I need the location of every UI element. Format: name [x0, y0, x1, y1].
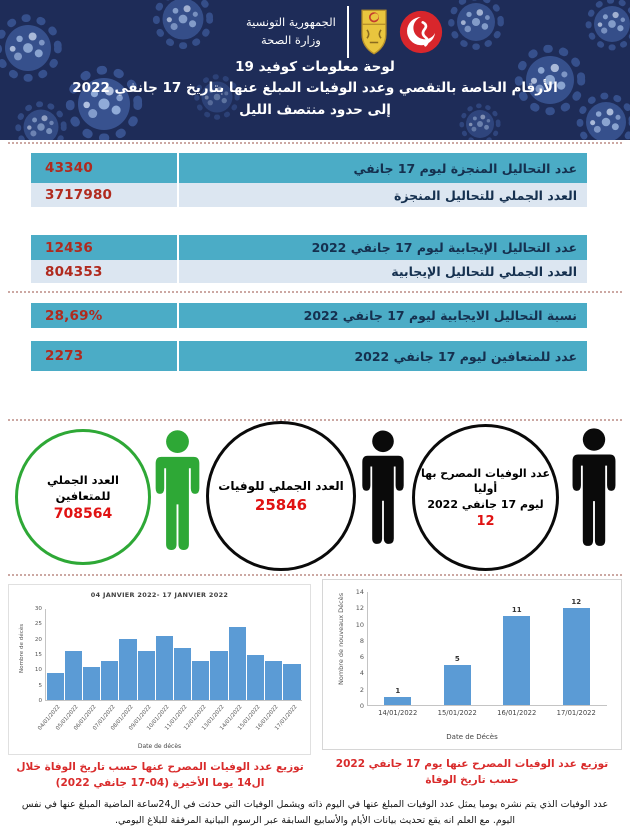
virus-icon: [142, 0, 224, 60]
stat-label: عدد التحاليل المنجزة ليوم 17 جانفي: [353, 160, 577, 176]
bars: [46, 609, 301, 700]
ministry-name-text: [246, 14, 336, 50]
x-tick-label: 13/01/2022: [200, 704, 226, 732]
bar-slot: [547, 592, 607, 705]
x-tick-label: 12/01/2022: [182, 704, 208, 732]
y-tick-label: 25: [34, 621, 42, 628]
stat-value: 2273: [45, 348, 84, 364]
y-tick-label: 4: [359, 669, 364, 678]
bar-value-label: 12: [571, 598, 582, 607]
stat-row-recovered-today: [31, 341, 587, 371]
x-tick-label: 17/01/2022: [556, 709, 596, 717]
bar: [563, 608, 590, 705]
deaths-by-date-histogram: [8, 584, 311, 755]
bar: [192, 661, 209, 700]
circle-label: ليوم 17 جانفي 2022: [427, 497, 544, 511]
bar-slot: [192, 609, 210, 700]
x-labels: [36, 702, 301, 740]
bar-slot: [101, 609, 119, 700]
x-tick-label: 07/01/2022: [91, 704, 117, 732]
y-tick-label: 14: [355, 588, 364, 596]
stat-row-positive-today: [31, 235, 587, 260]
bar-slot: [64, 609, 82, 700]
y-axis: [349, 588, 364, 710]
x-tick-label: 14/01/2022: [378, 709, 418, 717]
divider: [8, 574, 622, 576]
divider: [8, 291, 622, 293]
x-tick-label: 15/01/2022: [237, 704, 262, 732]
chart-title: 04 JANVIER 2022- 17 JANVIER 2022: [90, 591, 229, 599]
y-tick-label: 8: [359, 636, 364, 645]
bar-slot: [368, 592, 428, 705]
circle-label: عدد الوفيات المصرح بها: [420, 466, 551, 480]
bar-slot: [137, 609, 155, 700]
circle-value: 25846: [254, 496, 308, 515]
stat-row-tests-done-today: [31, 153, 587, 183]
stat-row-tests-total: [31, 183, 587, 207]
ministry-of-health-logo-icon: [399, 10, 443, 54]
y-axis-title: Nombre de décès: [19, 623, 25, 673]
divider: [347, 6, 349, 58]
virus-icon: [576, 0, 630, 60]
bar: [247, 655, 264, 701]
stat-value: 3717980: [45, 187, 113, 203]
y-axis-title: Nombre de nouveaux Décès: [337, 592, 345, 685]
circle-label: العدد الجملي للمتعافين: [47, 472, 119, 503]
bar: [119, 639, 136, 700]
bar-slot: [265, 609, 283, 700]
footer-note: عدد الوفيات الذي يتم نشره يوميا يمثل عدد الوفيات المبلغ عنها في اليوم ذاته ويشمل الوفيات التي حدثت في ال24ساعة الماضية المبلغ عنها في نفس اليوم. مع العلم انه يقع تحديث بيانات الأيام والأسابيع السابقة عبر الرسوم البيانية المرفقة للبلاغ اليومي.: [21, 799, 609, 827]
stat-label: العدد الجملي للتحاليل المنجزة: [393, 187, 577, 203]
ministry-name-line2: وزارة الصحة: [261, 33, 321, 47]
dashboard-subtitle: الأرقام الخاصة بالتقصي وعدد الوفيات المبلغ عنها بتاريخ 17 جانفي 2022: [72, 80, 558, 96]
bar-slot: [210, 609, 228, 700]
bar: [174, 648, 191, 700]
bar: [503, 616, 530, 705]
government-identity-block: [246, 6, 443, 58]
stat-row-positivity-rate: [31, 303, 587, 328]
person-icon: [356, 424, 410, 558]
bar: [210, 651, 227, 700]
y-tick-label: 5: [38, 682, 42, 689]
left-chart-caption: توزيع عدد الوفيات المصرح عنها حسب تاريخ الوفاة خلال ال14 يوما الأخيرة (04-17 جانفي 2022): [16, 761, 304, 789]
x-tick-label: 15/01/2022: [437, 709, 477, 717]
stat-label: العدد الجملي للتحاليل الإيجابية: [391, 264, 577, 279]
bar-slot: [82, 609, 100, 700]
stat-value: 43340: [45, 160, 93, 176]
bar-slot: [46, 609, 64, 700]
y-tick-label: 0: [359, 702, 364, 710]
bar: [229, 627, 246, 700]
stat-label: عدد التحاليل الإيجابية ليوم 17 جانفي 2022: [311, 240, 577, 255]
y-axis: [29, 606, 42, 704]
circle-value: 708564: [53, 506, 113, 523]
x-tick-label: 06/01/2022: [73, 704, 98, 732]
bar: [283, 664, 300, 700]
bar: [65, 651, 82, 700]
bar: [83, 667, 100, 700]
person-icon: [149, 428, 206, 560]
total-deaths-circle: [206, 421, 356, 571]
dashboard-title: لوحة معلومات كوفيد 19: [235, 59, 395, 75]
right-chart-caption: توزيع عدد الوفيات المصرح عنها يوم 17 جانفي 2022 حسب تاريخ الوفاة: [335, 758, 609, 786]
new-deaths-circle: [412, 424, 559, 571]
stat-row-positive-total: [31, 260, 587, 283]
bar-slot: [155, 609, 173, 700]
bar: [47, 673, 64, 700]
y-tick-label: 10: [355, 620, 364, 629]
bar: [384, 697, 411, 705]
total-recovered-circle: [15, 429, 151, 565]
stat-value: 28,69%: [45, 307, 103, 324]
circle-label: أوليا: [473, 482, 498, 496]
y-tick-label: 6: [359, 653, 364, 662]
bar-slot: [487, 592, 547, 705]
y-tick-label: 12: [355, 604, 364, 613]
stat-label: نسبة التحاليل الايجابية ليوم 17 جانفي 2022: [303, 308, 577, 323]
y-tick-label: 20: [34, 636, 42, 643]
bar-value-label: 5: [454, 654, 460, 663]
bar-slot: [174, 609, 192, 700]
circle-label: العدد الجملي للوفيات: [218, 478, 344, 493]
bars: [368, 592, 606, 705]
x-tick-label: 10/01/2022: [146, 704, 171, 732]
x-tick-label: 11/01/2022: [164, 704, 190, 732]
bar-value-label: 11: [511, 606, 522, 615]
y-tick-label: 10: [34, 667, 42, 674]
bar-value-label: 1: [395, 686, 401, 695]
bar: [156, 636, 173, 700]
header-banner: [0, 0, 630, 140]
y-tick-label: 30: [34, 606, 42, 612]
person-icon: [566, 424, 622, 558]
x-axis-title: Date de décès: [137, 743, 182, 750]
x-tick-label: 09/01/2022: [128, 704, 153, 732]
x-tick-label: 05/01/2022: [55, 704, 80, 732]
stat-value: 804353: [45, 263, 103, 280]
x-tick-label: 16/01/2022: [497, 709, 537, 717]
y-tick-label: 0: [38, 698, 42, 704]
new-deaths-bar-chart: [322, 579, 622, 750]
x-axis-title: Date de Décès: [446, 733, 498, 741]
bar-slot: [119, 609, 137, 700]
ministry-name-line1: الجمهورية التونسية: [246, 15, 336, 30]
circle-value: 12: [476, 514, 495, 530]
dashboard-subtitle-2: إلى حدود منتصف الليل: [239, 102, 391, 118]
x-tick-label: 04/01/2022: [36, 704, 62, 732]
bar-slot: [428, 592, 488, 705]
y-tick-label: 15: [34, 652, 42, 658]
bar-slot: [246, 609, 264, 700]
bar: [101, 661, 118, 700]
bar: [265, 661, 282, 700]
x-tick-label: 17/01/2022: [273, 704, 299, 732]
divider: [8, 142, 622, 144]
x-labels: [368, 709, 606, 717]
virus-icon: [186, 66, 248, 128]
bar: [138, 651, 155, 700]
bar-slot: [283, 609, 301, 700]
y-tick-label: 2: [359, 685, 364, 694]
stat-label: عدد للمتعافين ليوم 17 جانفي 2022: [354, 348, 577, 364]
divider: [8, 419, 622, 421]
x-tick-label: 08/01/2022: [109, 704, 135, 732]
x-tick-label: 16/01/2022: [255, 704, 281, 732]
bar: [444, 665, 471, 705]
bar-slot: [228, 609, 246, 700]
x-tick-label: 14/01/2022: [219, 704, 244, 732]
stat-value: 12436: [45, 239, 93, 256]
tunisia-coat-of-arms-icon: [360, 6, 388, 58]
